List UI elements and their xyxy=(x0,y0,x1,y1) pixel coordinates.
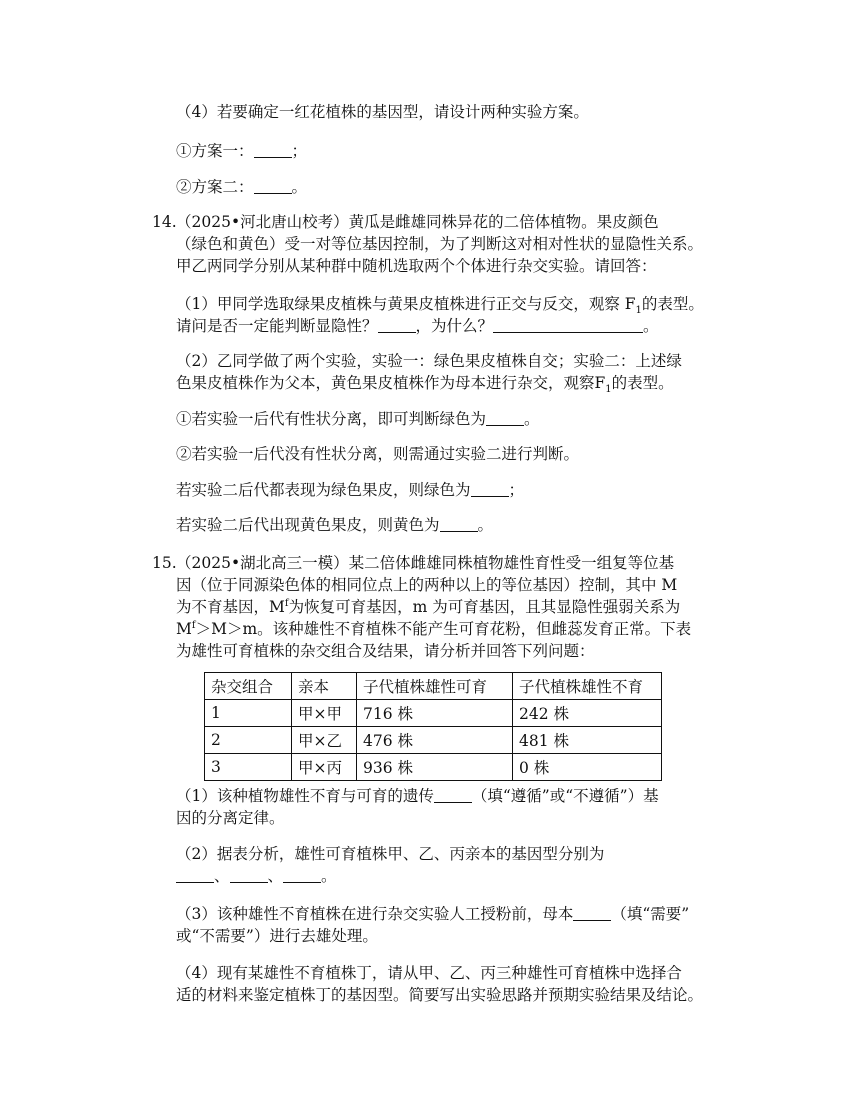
answer-blank xyxy=(378,316,416,333)
q14-case1: ①若实验一后代有性状分离，即可判断绿色为 。 xyxy=(176,410,540,428)
q14-stem-line: 甲乙两同学分别从某种群中随机选取两个个体进行杂交实验。请回答： xyxy=(176,257,657,275)
q14-case2: ②若实验一后代没有性状分离，则需通过实验二进行判断。 xyxy=(176,445,580,463)
q15-part3-line2: 或“不需要”）进行去雄处理。 xyxy=(176,927,378,945)
q14-stem-line: （绿色和黄色）受一对等位基因控制，为了判断这对相对性状的显隐性关系。 xyxy=(176,235,704,253)
cross-results-table xyxy=(204,672,662,781)
table-cell: 2 xyxy=(205,727,292,754)
q15-number: 15. xyxy=(152,554,177,572)
q15-part1-line2: 因的分离定律。 xyxy=(176,809,285,827)
table-cell: 甲×丙 xyxy=(292,754,357,781)
q14-number: 14. xyxy=(152,213,177,231)
q14-case4: 若实验二后代出现黄色果皮，则黄色为 。 xyxy=(176,516,494,534)
table-cell: 242 株 xyxy=(513,700,662,727)
q15-stem-line: $M^f>M>m$。该种雄性不育植株不能产生可育花粉，但雌蕊发育正常。下表 xyxy=(176,619,692,638)
answer-blank xyxy=(176,866,214,883)
answer-blank xyxy=(471,480,509,497)
q15-part4-line2: 适的材料来鉴定植株丁的基因型。简要写出实验思路并预期实验结果及结论。 xyxy=(176,986,704,1004)
table-cell: 716 株 xyxy=(357,700,513,727)
answer-blank xyxy=(440,515,478,532)
q14-part2-line2: 色果皮植株作为父本，黄色果皮植株作为母本进行杂交，观察$F_1$的表型。 xyxy=(176,374,674,396)
table-header-cell: 子代植株雄性可育 xyxy=(357,673,513,700)
table-header-cell: 子代植株雄性不育 xyxy=(513,673,662,700)
answer-blank xyxy=(434,786,472,803)
q14-part2-line1: （2）乙同学做了两个实验，实验一：绿色果皮植株自交；实验二：上述绿 xyxy=(176,352,682,370)
q15-stem-line: （2025•湖北高三一模）某二倍体雌雄同株植物雄性育性受一组复等位基 xyxy=(176,554,675,572)
q15-part4-line1: （4）现有某雄性不育植株丁，请从甲、乙、丙三种雄性可育植株中选择合 xyxy=(176,964,682,982)
answer-blank xyxy=(283,866,321,883)
q15-stem-line: 为雄性可育植株的杂交组合及结果，请分析并回答下列问题： xyxy=(176,642,595,660)
q13-part4-text: （4）若要确定一红花植株的基因型，请设计两种实验方案。 xyxy=(176,103,589,121)
table-cell: 甲×乙 xyxy=(292,727,357,754)
q15-stem-line: 因（位于同源染色体的相同位点上的两种以上的等位基因）控制，其中 M xyxy=(176,576,678,594)
q13-plan1: ①方案一： ； xyxy=(176,142,308,160)
answer-blank xyxy=(254,141,292,158)
table-row xyxy=(205,727,662,754)
table-header-row xyxy=(205,673,662,700)
answer-blank xyxy=(486,409,524,426)
q15-part1-line1: （1）该种植物雄性不育与可育的遗传 （填“遵循”或“不遵循”）基 xyxy=(176,787,659,805)
table-row xyxy=(205,700,662,727)
q14-stem-line: （2025•河北唐山校考）黄瓜是雌雄同株异花的二倍体植物。果皮颜色 xyxy=(176,213,659,231)
q15-stem-line: 为不育基因，$M^f$为恢复可育基因，m 为可育基因，且其显隐性强弱关系为 xyxy=(176,597,681,616)
table-cell: 476 株 xyxy=(357,727,513,754)
answer-blank xyxy=(573,904,611,921)
answer-blank xyxy=(254,177,292,194)
answer-blank xyxy=(230,866,268,883)
table-cell: 0 株 xyxy=(513,754,662,781)
table-cell: 936 株 xyxy=(357,754,513,781)
q15-part2-line2: 、 、 。 xyxy=(176,865,337,887)
q14-part1-line2: 请问是否一定能判断显隐性？ ，为什么？ 。 xyxy=(176,317,659,335)
q15-part2-line1: （2）据表分析，雄性可育植株甲、乙、丙亲本的基因型分别为 xyxy=(176,845,605,863)
answer-blank xyxy=(493,316,643,333)
table-cell: 甲×甲 xyxy=(292,700,357,727)
q14-case3: 若实验二后代都表现为绿色果皮，则绿色为 ； xyxy=(176,481,525,499)
table-row xyxy=(205,754,662,781)
table-cell: 481 株 xyxy=(513,727,662,754)
q13-plan2: ②方案二： 。 xyxy=(176,178,308,196)
table-cell: 1 xyxy=(205,700,292,727)
table-header-cell: 杂交组合 xyxy=(205,673,292,700)
q14-part1-line1: （1）甲同学选取绿果皮植株与黄果皮植株进行正交与反交，观察 $F_1$的表型。 xyxy=(176,295,704,317)
q15-part3-line1: （3）该种雄性不育植株在进行杂交实验人工授粉前，母本 （填“需要” xyxy=(176,905,690,923)
table-header-cell: 亲本 xyxy=(292,673,357,700)
table-cell: 3 xyxy=(205,754,292,781)
